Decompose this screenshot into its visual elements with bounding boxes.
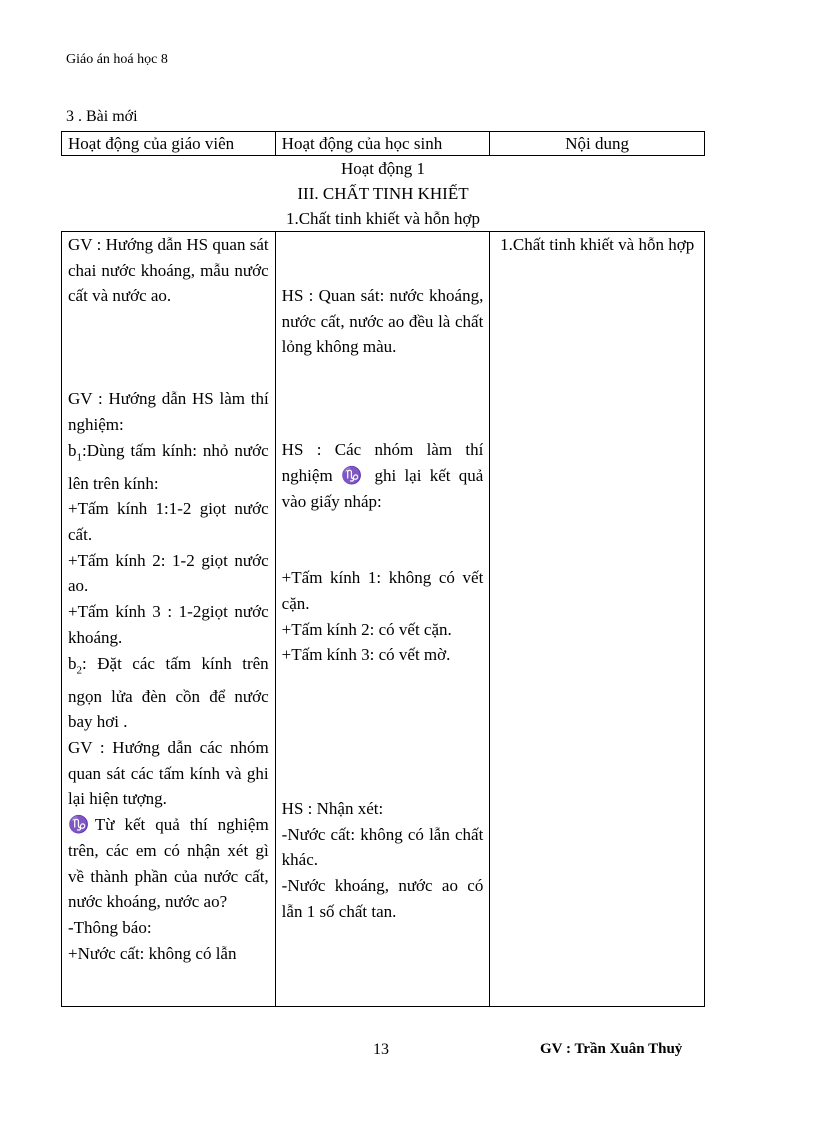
slide-1: +Tấm kính 1:1-2 giọt nước cất.	[68, 499, 269, 545]
content-heading: 1.Chất tinh khiết và hỗn hợp	[500, 235, 695, 254]
teacher-question	[68, 812, 269, 915]
result-slide-3: +Tấm kính 3: có vết mờ.	[281, 645, 451, 665]
header-title: Giáo án hoá học 8	[66, 52, 168, 67]
teacher-instruction-1: GV : Hướng dẫn HS quan sát chai nước khoáng, mẫu nước cất và nước ao.	[68, 235, 269, 306]
result-slide-2: +Tấm kính 2: có vết cặn.	[281, 619, 452, 639]
student-experiment	[282, 437, 484, 514]
comment-distilled: -Nước cất: không có lẫn chất khác.	[281, 824, 484, 870]
student-cell	[275, 232, 490, 1007]
student-observation-1: HS : Quan sát: nước khoáng, nước cất, nước ao đều là chất lỏng không màu.	[281, 286, 484, 357]
step-b2-sub: 2	[76, 663, 82, 676]
table-header-row	[62, 132, 705, 156]
result-slide-1: +Tấm kính 1: không có vết cặn.	[281, 568, 484, 613]
activity-title: Hoạt động 1	[340, 159, 426, 178]
student-comment: HS : Nhận xét:	[281, 799, 384, 819]
teacher-cell	[62, 232, 276, 1007]
question-symbol-icon: ♑	[68, 815, 95, 835]
teacher-instruction-2: GV : Hướng dẫn HS làm thí nghiệm:	[68, 389, 269, 434]
student-symbol-icon: ♑	[340, 465, 367, 485]
step-b1	[68, 438, 269, 497]
page-number: 13	[373, 1041, 389, 1058]
section-heading: 3 . Bài mới	[66, 108, 138, 125]
title-row	[62, 156, 705, 232]
step-b2	[68, 651, 269, 736]
step-b2-prefix: b	[68, 653, 77, 673]
teacher-notice: -Thông báo:	[68, 917, 152, 937]
student-experiment-b: ghi lại kết quả vào giấy nháp:	[281, 465, 484, 511]
comment-mineral-pond: -Nước khoáng, nước ao có lẫn 1 số chất tan.	[281, 876, 484, 921]
step-b1-prefix: b	[68, 440, 77, 460]
teacher-instruction-3: GV : Hướng dẫn các nhóm quan sát các tấm kính và ghi lại hiện tượng.	[68, 738, 269, 809]
slide-3: +Tấm kính 3 : 1-2giọt nước khoáng.	[68, 602, 269, 647]
chapter-title: III. CHẤT TINH KHIẾT	[297, 184, 469, 203]
column-header-student: Hoạt động của học sinh	[275, 132, 490, 156]
student-experiment-a: HS : Các nhóm làm thí nghiệm	[281, 440, 484, 485]
column-header-teacher: Hoạt động của giáo viên	[62, 132, 276, 156]
column-header-content: Nội dung	[490, 132, 705, 156]
step-b2-text: : Đặt các tấm kính trên ngọn lửa đèn cồn để nước bay hơi .	[68, 653, 269, 732]
content-cell	[490, 232, 705, 1007]
step-b1-sub: 1	[76, 450, 82, 463]
author-signature: GV : Trần Xuân Thuỷ	[540, 1041, 683, 1057]
teacher-note-distilled: +Nước cất: không có lẫn	[68, 943, 237, 963]
lesson-subtitle: 1.Chất tinh khiết và hỗn hợp	[285, 209, 481, 228]
question-text: Từ kết quả thí nghiệm trên, các em có nhận xét gì về thành phần của nước cất, nước khoáng, nước ao?	[68, 815, 269, 912]
lesson-table	[61, 131, 705, 1007]
step-b1-text: :Dùng tấm kính: nhỏ nước lên trên kính:	[68, 440, 269, 493]
slide-2: +Tấm kính 2: 1-2 giọt nước ao.	[68, 550, 269, 596]
title-cell	[62, 156, 705, 232]
table-row	[62, 232, 705, 1007]
